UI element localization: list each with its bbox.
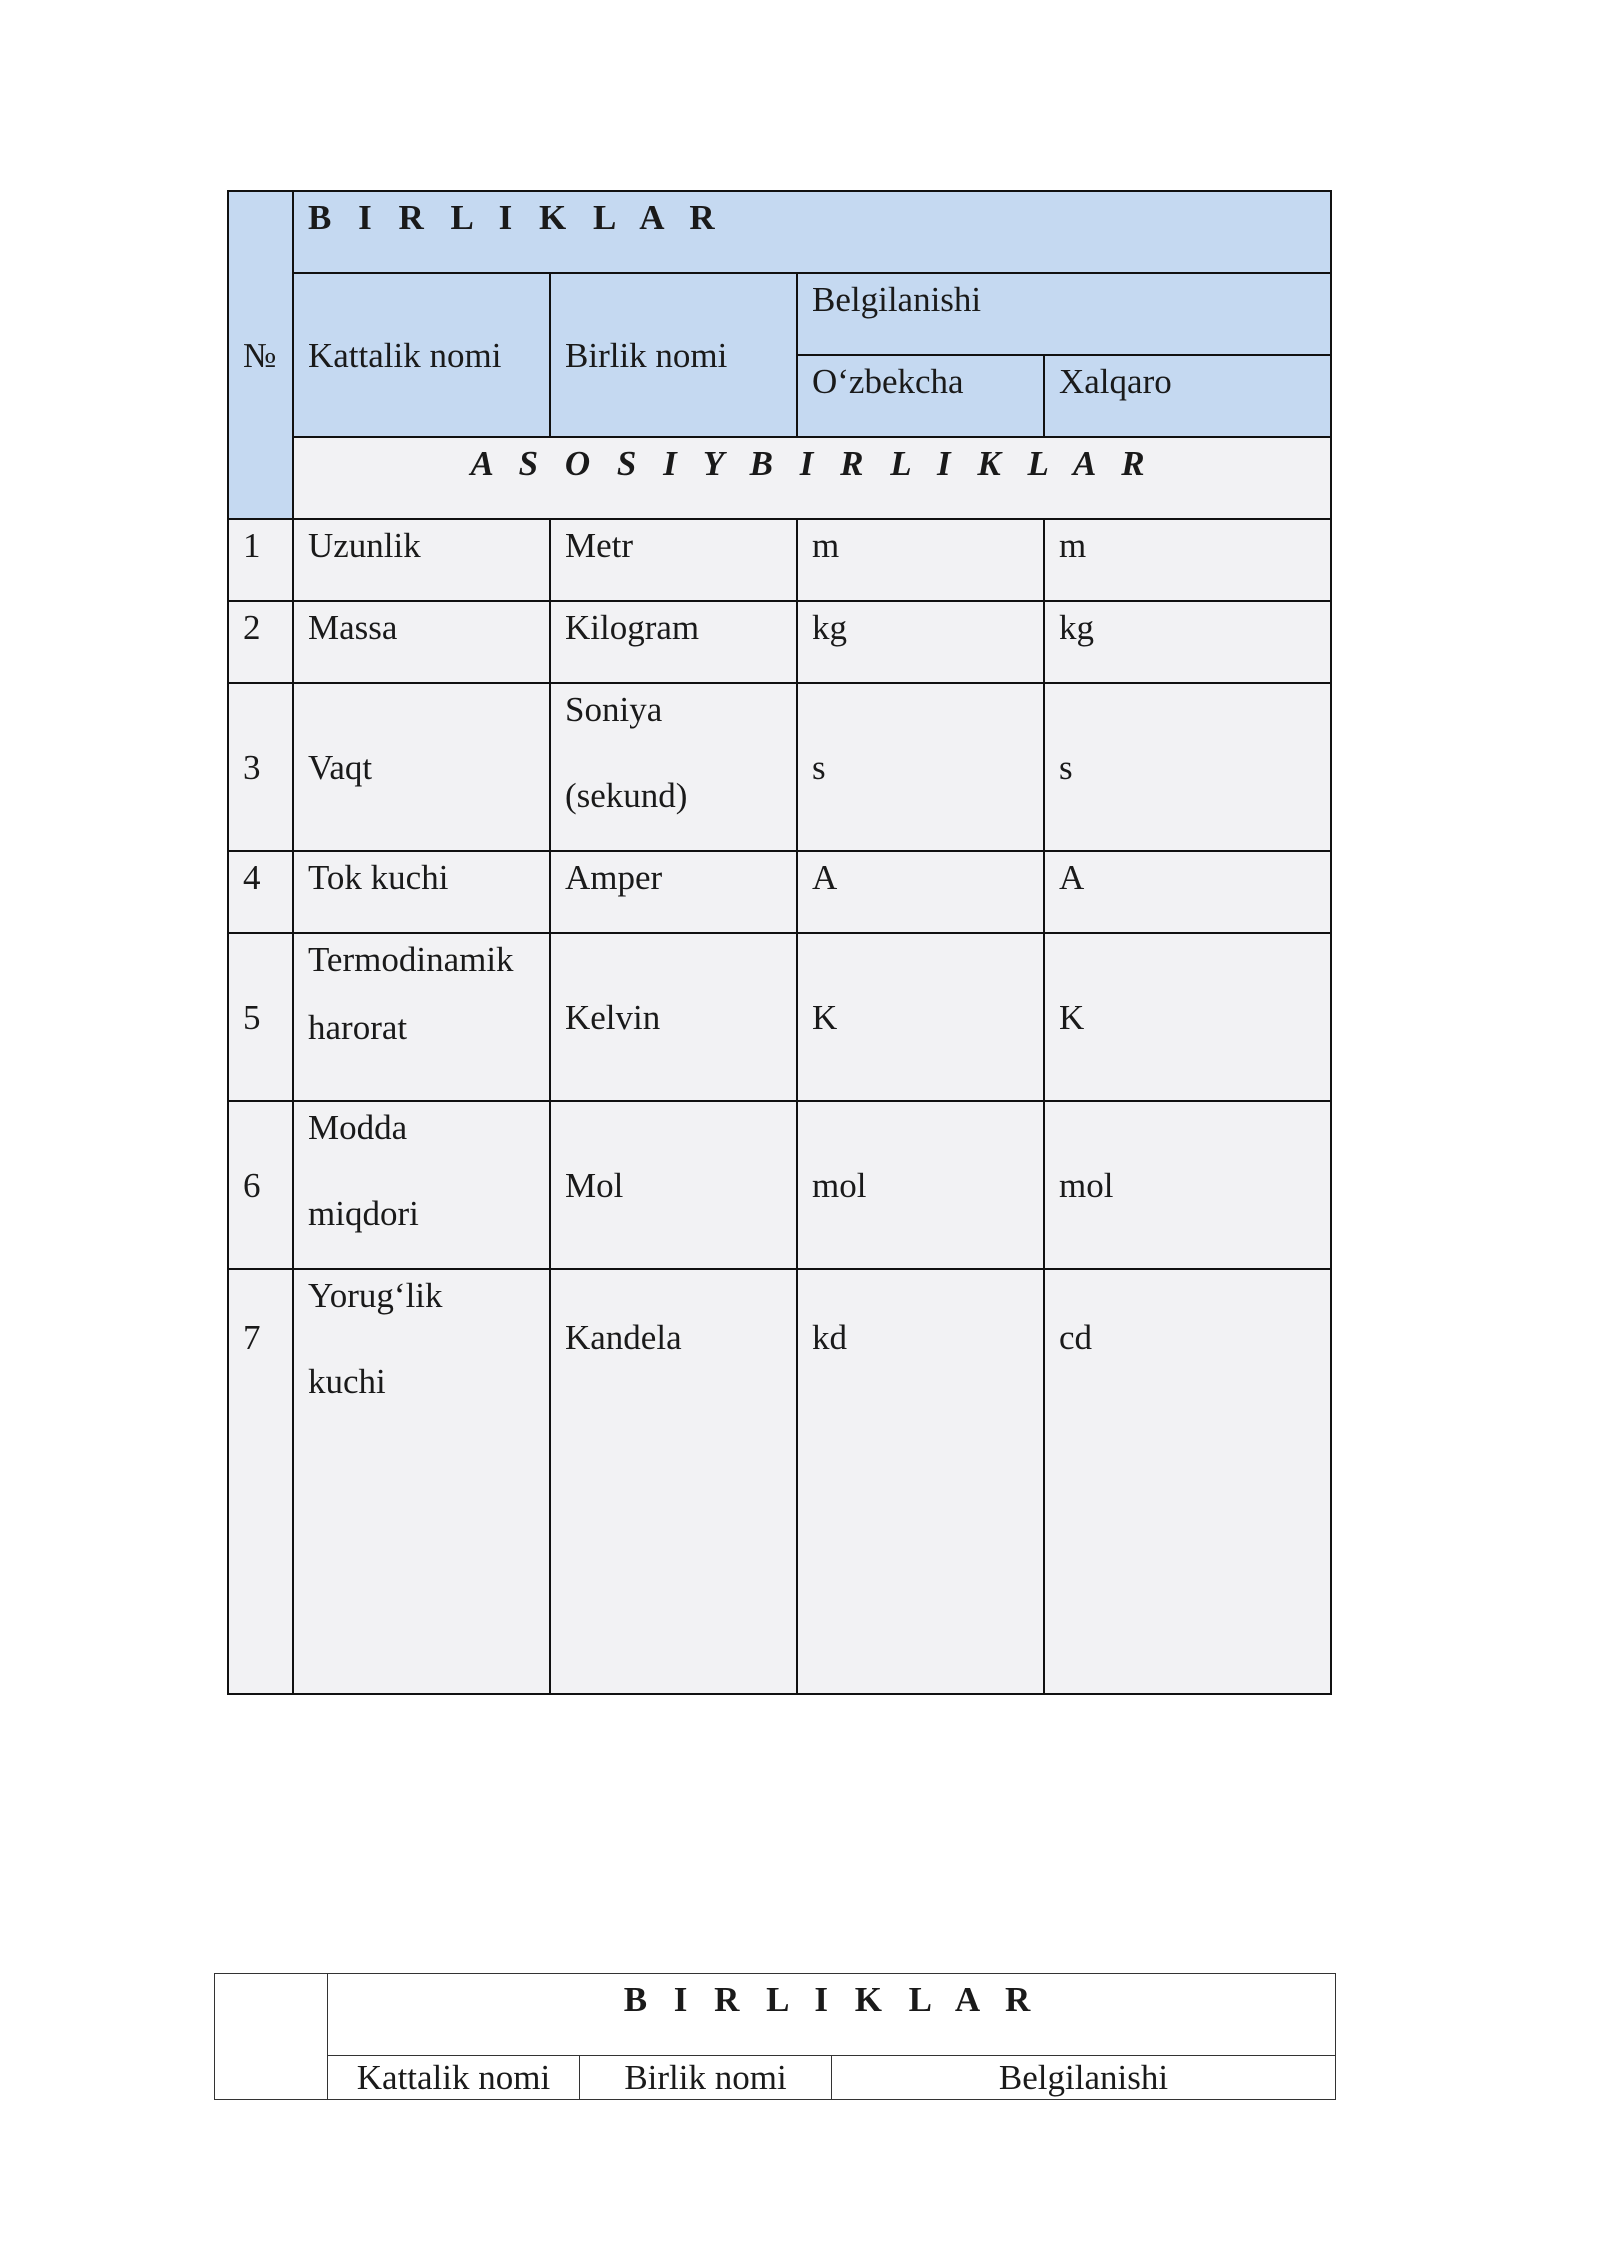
uzbek-symbol: s <box>797 683 1044 851</box>
unit-name: Mol <box>550 1101 797 1269</box>
notation-header: Belgilanishi <box>797 273 1331 355</box>
uzbek-symbol: kd <box>797 1269 1044 1694</box>
section-title: A S O S I Y B I R L I K L A R <box>293 437 1331 519</box>
unit-name-line: (sekund) <box>565 776 688 815</box>
international-symbol: m <box>1044 519 1331 601</box>
group-title: B I R L I K L A R <box>293 191 1331 273</box>
international-header: Xalqaro <box>1044 355 1331 437</box>
unit-name-header: Birlik nomi <box>580 2056 832 2100</box>
number-header: № <box>228 191 293 519</box>
uzbek-symbol: kg <box>797 601 1044 683</box>
international-symbol: cd <box>1044 1269 1331 1694</box>
quantity-name-line: harorat <box>308 1008 408 1047</box>
uzbek-header: O‘zbekcha <box>797 355 1044 437</box>
international-symbol: A <box>1044 851 1331 933</box>
table-row <box>228 851 1331 933</box>
unit-name: Kandela <box>550 1269 797 1694</box>
unit-name-line: Soniya <box>565 690 663 729</box>
unit-name: Kelvin <box>550 933 797 1101</box>
units-table <box>227 190 1332 1695</box>
row-number: 7 <box>228 1269 293 1694</box>
row-number: 2 <box>228 601 293 683</box>
international-symbol: K <box>1044 933 1331 1101</box>
quantity-name-line: miqdori <box>308 1194 419 1233</box>
table-row <box>228 1269 1331 1694</box>
uzbek-symbol: K <box>797 933 1044 1101</box>
table-row <box>228 601 1331 683</box>
row-number: 6 <box>228 1101 293 1269</box>
quantity-name <box>293 1101 550 1269</box>
international-symbol: kg <box>1044 601 1331 683</box>
row-number: 4 <box>228 851 293 933</box>
quantity-name-header: Kattalik nomi <box>328 2056 580 2100</box>
quantity-name-line: Termodinamik <box>308 940 514 979</box>
quantity-name: Vaqt <box>293 683 550 851</box>
group-title: B I R L I K L A R <box>328 1974 1336 2056</box>
international-symbol: s <box>1044 683 1331 851</box>
row-number: 5 <box>228 933 293 1101</box>
quantity-name-line: kuchi <box>308 1362 386 1401</box>
international-symbol: mol <box>1044 1101 1331 1269</box>
table-row <box>228 1101 1331 1269</box>
unit-name-header: Birlik nomi <box>550 273 797 437</box>
row-number: 3 <box>228 683 293 851</box>
uzbek-symbol: m <box>797 519 1044 601</box>
quantity-name-line: Yorug‘lik <box>308 1276 443 1315</box>
table-row <box>228 933 1331 1101</box>
quantity-name <box>293 933 550 1101</box>
uzbek-symbol: mol <box>797 1101 1044 1269</box>
unit-name: Metr <box>550 519 797 601</box>
quantity-name: Tok kuchi <box>293 851 550 933</box>
unit-name: Amper <box>550 851 797 933</box>
quantity-name <box>293 1269 550 1694</box>
notation-header: Belgilanishi <box>832 2056 1336 2100</box>
quantity-name-header: Kattalik nomi <box>293 273 550 437</box>
table-row <box>228 519 1331 601</box>
row-number: 1 <box>228 519 293 601</box>
units-table-continued <box>214 1973 1336 2100</box>
table-row <box>228 683 1331 851</box>
uzbek-symbol: A <box>797 851 1044 933</box>
unit-name <box>550 683 797 851</box>
number-header-empty <box>215 1974 328 2100</box>
unit-name: Kilogram <box>550 601 797 683</box>
quantity-name: Massa <box>293 601 550 683</box>
quantity-name-line: Modda <box>308 1108 408 1147</box>
quantity-name: Uzunlik <box>293 519 550 601</box>
